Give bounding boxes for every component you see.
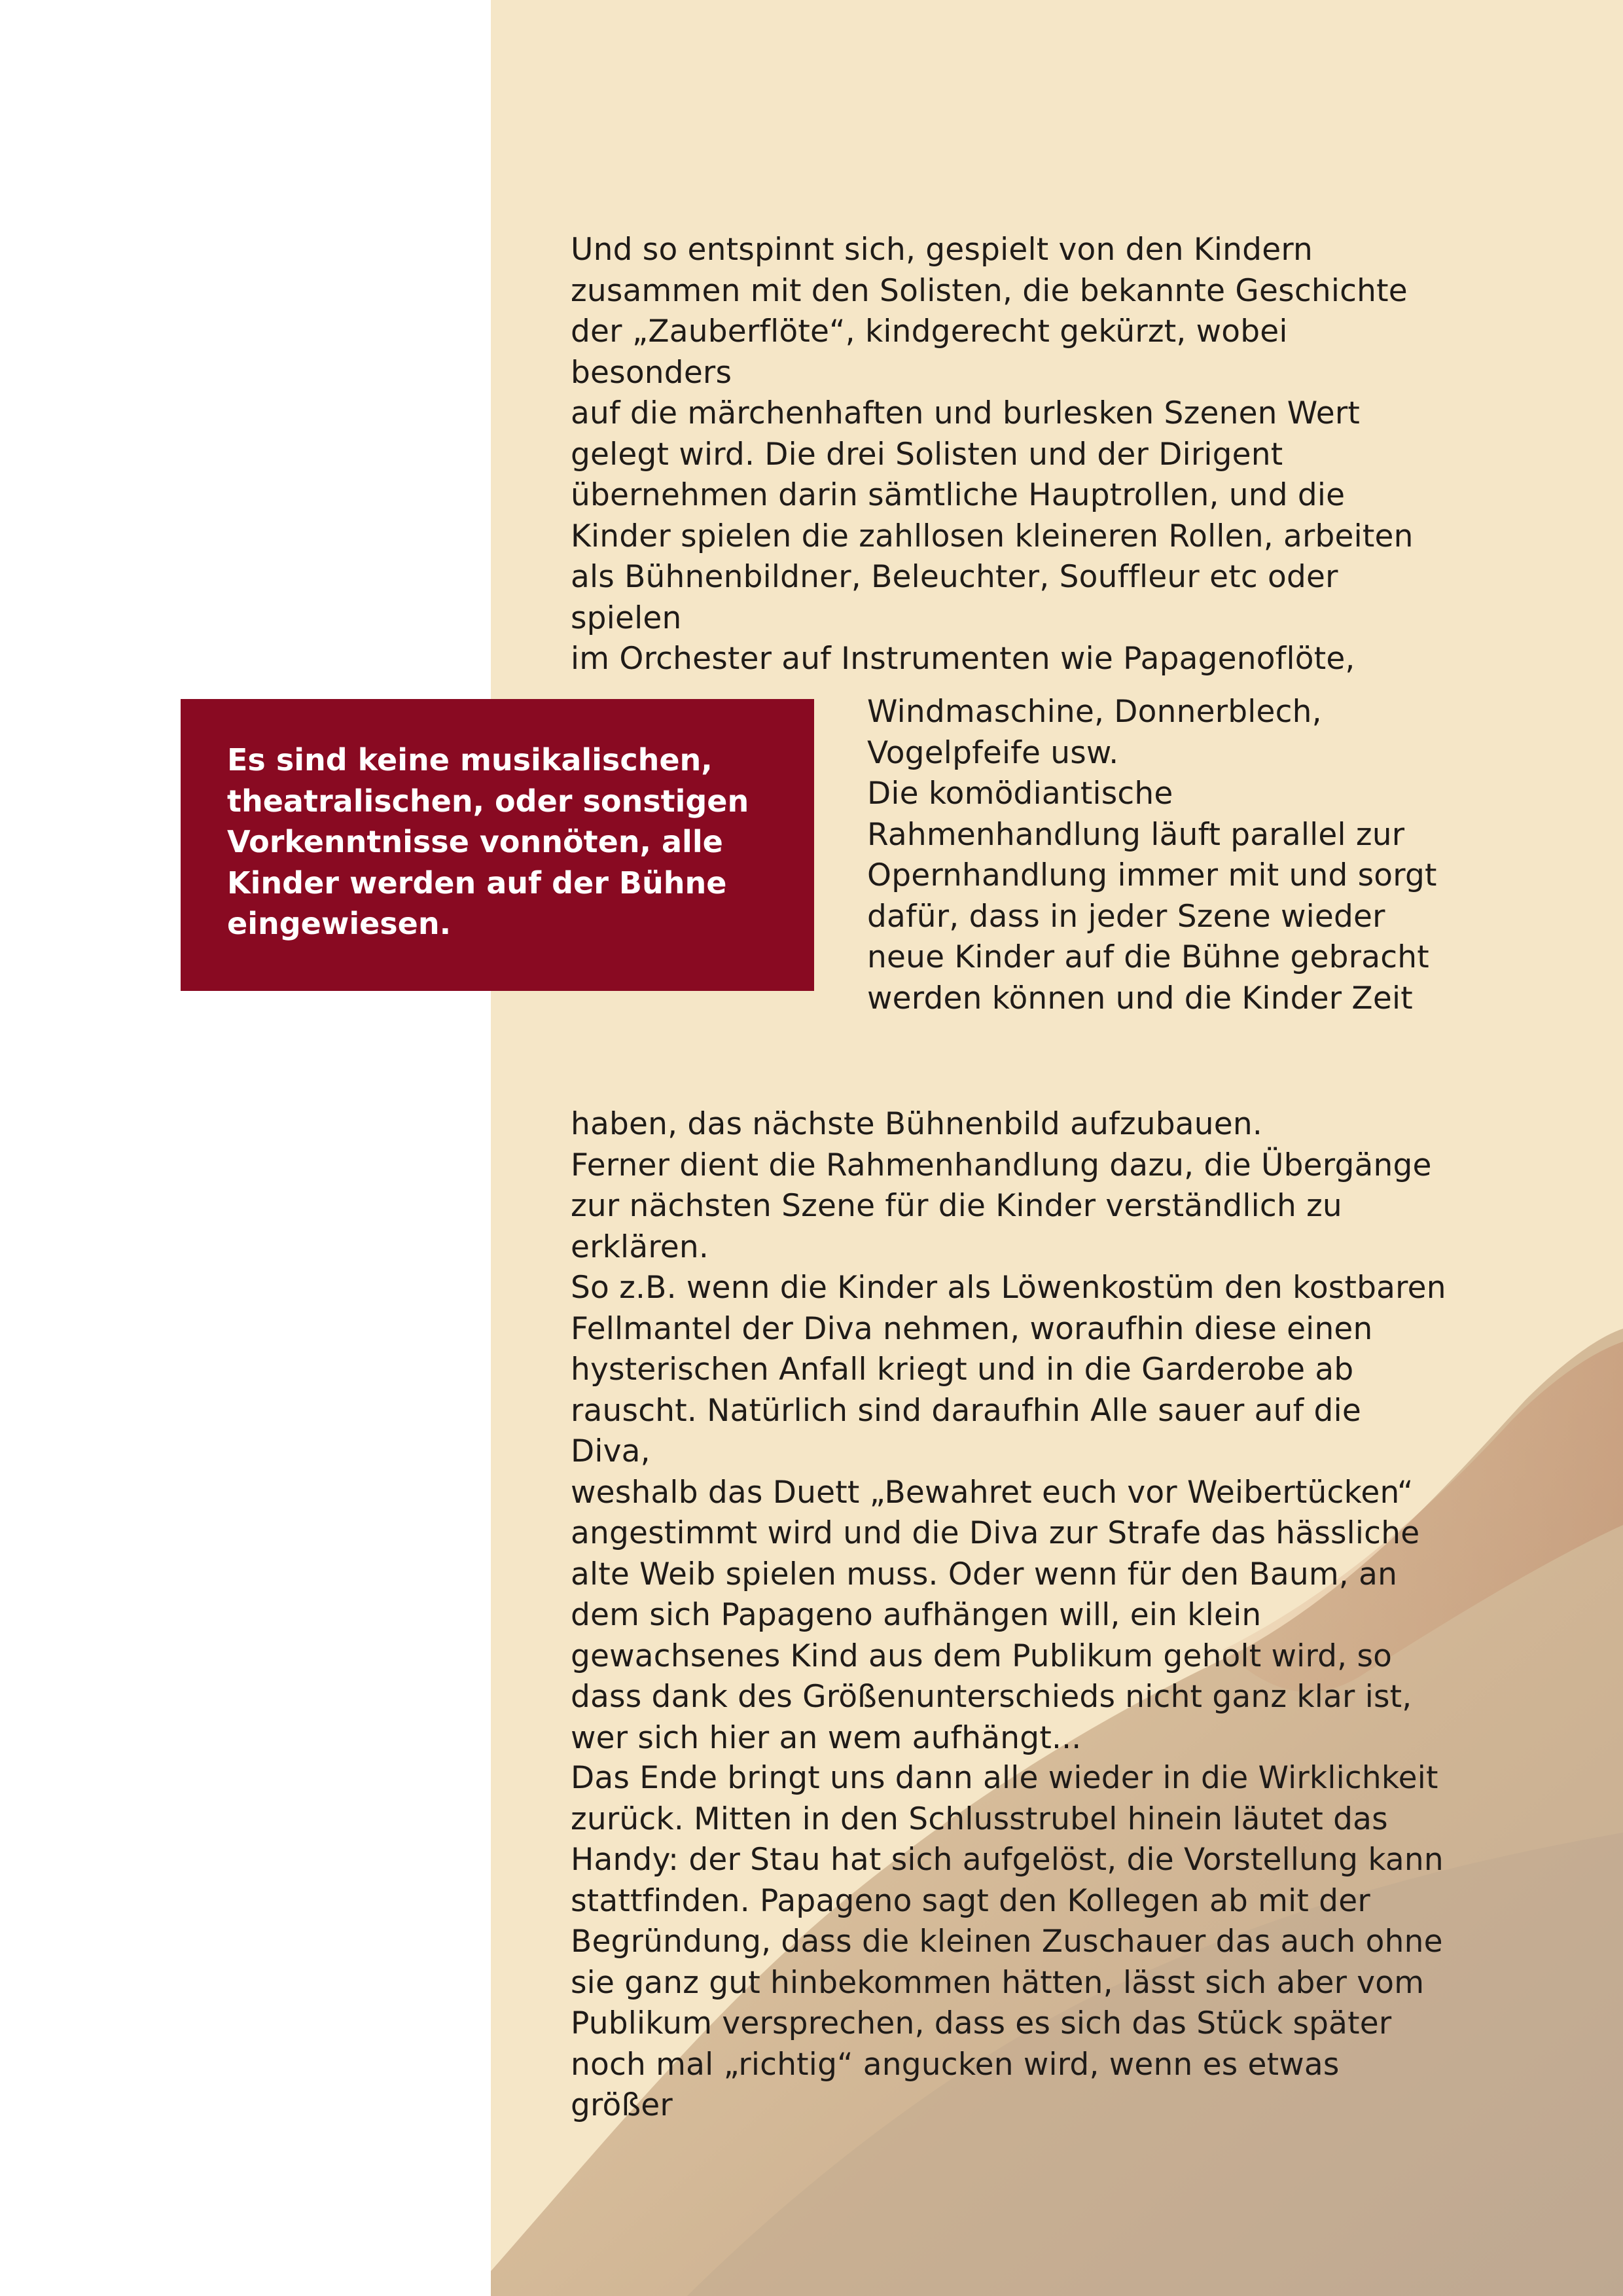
body-paragraph-4: Das Ende bringt uns dann alle wieder in die Wirklichkeit zurück. Mitten in den Schlusstrubel hinein läutet das Handy: der Stau hat sich aufgelöst, die Vorstellung kann stattfinden. Papageno sagt den Kollegen ab mit der Begründung, dass die kleinen Zuschauer das auch ohne sie ganz gut hinbekommen hätten, lässt sich aber vom Publikum versprechen, dass es sich das Stück später noch mal „richtig“ angucken wird, wenn es etwas größer [571, 1760, 1444, 2123]
body-paragraph-3: haben, das nächste Bühnenbild aufzubauen. Ferner dient die Rahmenhandlung dazu, die Übergänge zur nächsten Szene für die Kinder verständlich zu erklären. So z.B. wenn die Kinder als Löwenkostüm den kostbaren Fellmantel der Diva nehmen, woraufhin diese einen hysterischen Anfall kriegt und in die Garderobe ab rauscht. Natürlich sind daraufhin Alle sauer auf die Diva, weshalb das Duett „Bewahret euch vor Weibertücken“ angestimmt wird und die Diva zur Strafe das hässliche alte Weib spielen muss. Oder wenn für den Baum, an dem sich Papageno aufhängen will, ein klein gewachsenes Kind aus dem Publikum geholt wird, so dass dank des Größenunterschieds nicht ganz klar ist, wer sich hier an wem aufhängt... [571, 1106, 1446, 1756]
callout-text: Es sind keine musikalischen, theatralischen, oder sonstigen Vorkenntnisse vonnöten, alle Kinder werden auf der Bühne eingewiesen. [227, 742, 749, 941]
callout-box [181, 699, 814, 991]
body-paragraph-2: Windmaschine, Donnerblech, Vogelpfeife usw. Die komödiantische Rahmenhandlung läuft parallel zur Opernhandlung immer mit und sorgt dafür, dass in jeder Szene wieder neue Kinder auf die Bühne gebracht werden können und die Kinder Zeit [867, 694, 1437, 1016]
body-paragraph-1: Und so entspinnt sich, gespielt von den Kindern zusammen mit den Solisten, die bekannte Geschichte der „Zauberflöte“, kindgerecht gekürzt, wobei besonders auf die märchenhaften und burlesken Szenen Wert gelegt wird. Die drei Solisten und der Dirigent übernehmen darin sämtliche Hauptrollen, und die Kinder spielen die zahllosen kleineren Rollen, arbeiten als Bühnenbildner, Beleuchter, Souffleur etc oder spielen im Orchester auf Instrumenten wie Papagenoflöte, [571, 232, 1414, 677]
